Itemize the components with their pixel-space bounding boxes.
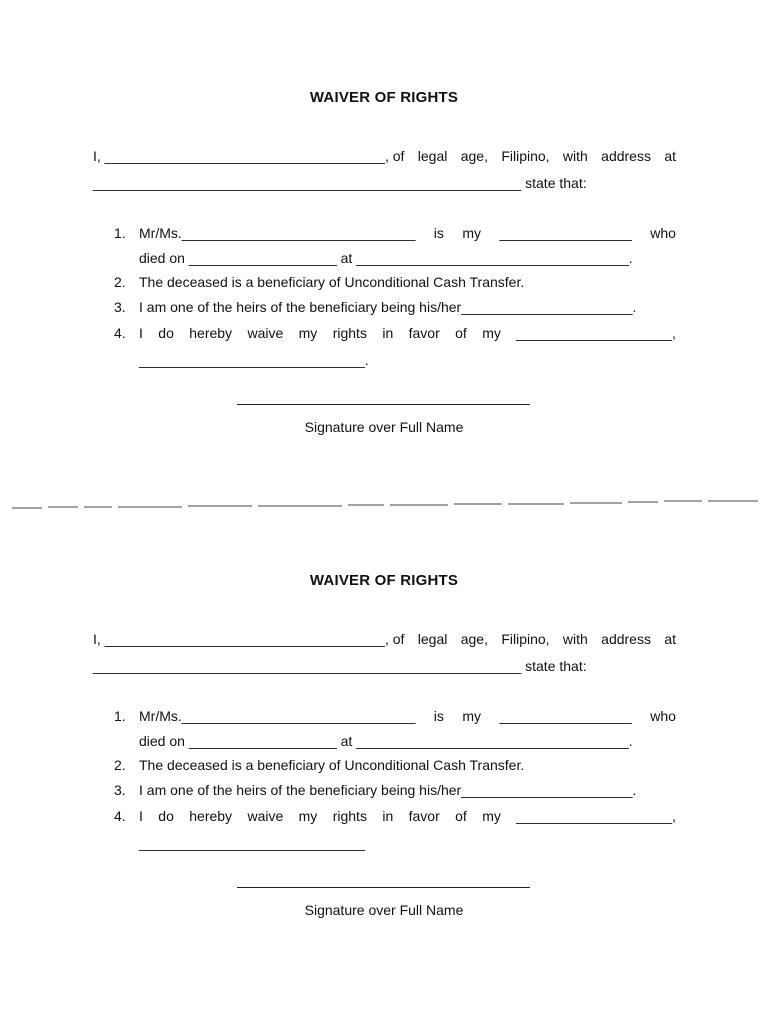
item-word: rights — [332, 808, 367, 824]
item-text: died on ___________________ at ___________________________________. — [139, 733, 633, 749]
item-number: 1. — [114, 708, 126, 724]
item-number: 2. — [114, 757, 126, 773]
cut-here-dashed-line — [12, 497, 758, 511]
item-number: 4. — [114, 808, 126, 824]
intro-word: with — [562, 631, 588, 647]
intro-word: address — [601, 148, 651, 164]
intro-line-2: _______________________________________________________ state that: — [93, 175, 587, 191]
item-word: _________________ — [499, 225, 632, 241]
item-word: my — [462, 708, 482, 724]
item-text: died on ___________________ at ___________________________________. — [139, 250, 633, 266]
item-word: do — [158, 325, 174, 341]
item-word: my — [482, 325, 501, 341]
intro-word: Filipino, — [501, 631, 550, 647]
item-number: 4. — [114, 325, 126, 341]
intro-word: I, ____________________________________, of — [93, 631, 405, 647]
item-number: 3. — [114, 782, 126, 798]
form-title: WAIVER OF RIGHTS — [309, 89, 459, 106]
item-word: I — [139, 808, 143, 824]
item-word: my — [462, 225, 482, 241]
item-word: my — [298, 325, 318, 341]
item-word: is — [433, 708, 444, 724]
item-text: The deceased is a beneficiary of Unconditional Cash Transfer. — [139, 274, 525, 290]
intro-word: I, ____________________________________, of — [93, 148, 405, 164]
item-text: I am one of the heirs of the beneficiary being his/her______________________. — [139, 782, 637, 798]
item-word: waive — [247, 808, 284, 824]
item-word: who — [650, 225, 676, 241]
item-word: do — [158, 808, 174, 824]
intro-word: age, — [460, 148, 488, 164]
item-word: ____________________, — [516, 325, 676, 341]
item-word: hereby — [189, 808, 233, 824]
intro-line-1 — [93, 147, 676, 165]
item-word: ____________________, — [516, 808, 676, 824]
item-number: 2. — [114, 274, 126, 290]
intro-word: address — [601, 631, 651, 647]
item-word: Mr/Ms.______________________________ — [139, 708, 416, 724]
item-word: _________________ — [499, 708, 632, 724]
item-number: 1. — [114, 225, 126, 241]
item-number: 3. — [114, 299, 126, 315]
intro-word: legal — [417, 148, 448, 164]
item-word: rights — [332, 325, 367, 341]
item-text — [139, 807, 676, 825]
intro-line-2: _______________________________________________________ state that: — [93, 658, 587, 674]
item-word: favor — [408, 325, 440, 341]
item-word: favor — [408, 808, 440, 824]
intro-word: at — [664, 148, 676, 164]
intro-line-1 — [93, 630, 676, 648]
signature-label: Signature over Full Name — [304, 902, 464, 918]
item-word: waive — [247, 325, 284, 341]
item-word: in — [382, 808, 394, 824]
intro-word: legal — [417, 631, 448, 647]
item-word: of — [455, 325, 467, 341]
signature-line — [237, 887, 530, 888]
signature-line — [237, 404, 530, 405]
item-word: of — [455, 808, 467, 824]
item-word: my — [482, 808, 501, 824]
intro-word: at — [664, 631, 676, 647]
item-word: hereby — [189, 325, 233, 341]
intro-word: age, — [460, 631, 488, 647]
item-text: I am one of the heirs of the beneficiary being his/her______________________. — [139, 299, 637, 315]
intro-word: Filipino, — [501, 148, 550, 164]
item-text: _____________________________. — [139, 352, 369, 368]
item-word: Mr/Ms.______________________________ — [139, 225, 416, 241]
item-text — [139, 324, 676, 342]
item-text: The deceased is a beneficiary of Unconditional Cash Transfer. — [139, 757, 525, 773]
signature-label: Signature over Full Name — [304, 419, 464, 435]
item-word: who — [650, 708, 676, 724]
item-word: I — [139, 325, 143, 341]
form-title: WAIVER OF RIGHTS — [309, 572, 459, 589]
item-text — [139, 224, 676, 242]
item-word: is — [433, 225, 444, 241]
item-text — [139, 707, 676, 725]
item-word: my — [298, 808, 318, 824]
intro-word: with — [562, 148, 588, 164]
item-word: in — [382, 325, 394, 341]
item-text: _____________________________ — [139, 835, 365, 851]
